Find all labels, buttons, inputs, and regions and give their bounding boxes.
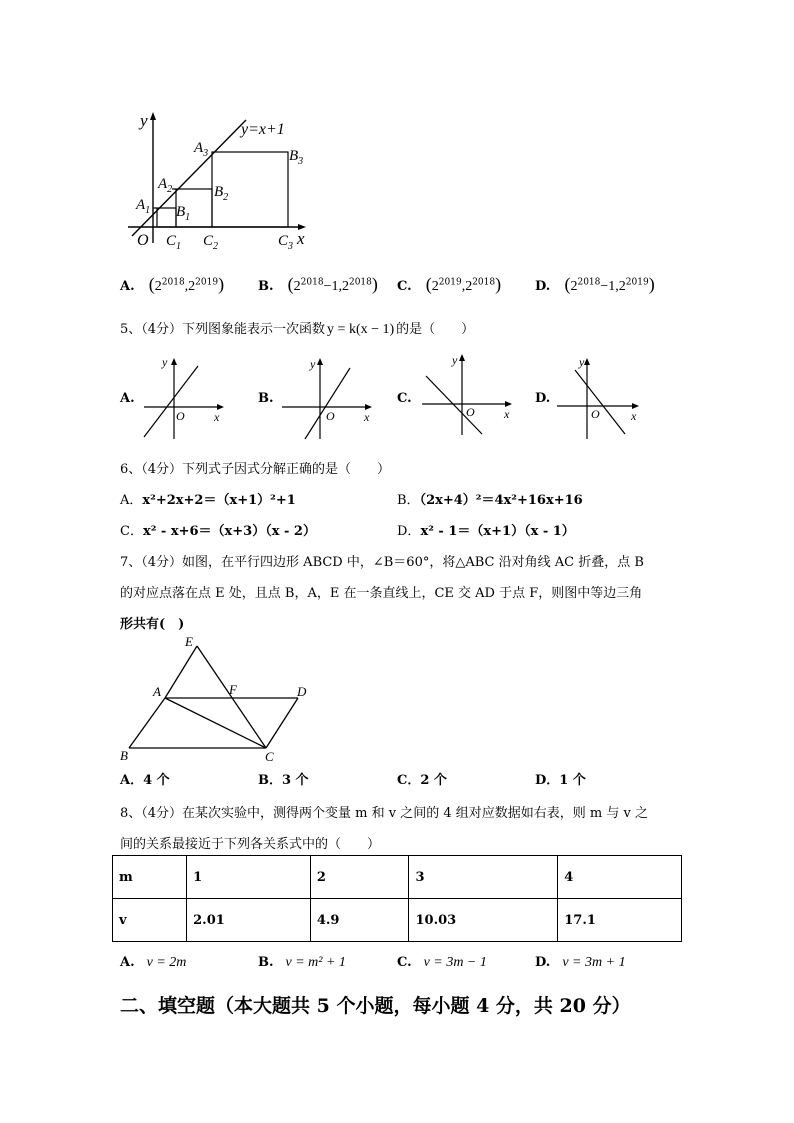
label-b1: $B_1$ (176, 204, 191, 223)
origin-label: O (176, 409, 185, 423)
axis-y-arrow (459, 354, 465, 361)
axis-x-label: x (631, 409, 637, 423)
table-cell: 4.9 (310, 899, 409, 942)
q7-stem-line2: 的对应点落在点 E 处，且点 B，A，E 在一条直线上，CE 交 AD 于点 F，则图中等边三角 (120, 586, 643, 601)
axis-x-label: x (504, 407, 510, 421)
origin-label: O (326, 409, 335, 423)
q7-option-a[interactable]: A．4 个 (120, 773, 170, 788)
label-d: D (297, 684, 307, 699)
q7-stem-line1: 7、（4分）如图，在平行四边形 ABCD 中，∠B＝60°，将△ABC 沿对角线 AC 折叠，点 B (120, 555, 644, 570)
graph-line (305, 368, 350, 439)
axis-y-arrow (317, 358, 323, 365)
q5-graph-c[interactable] (420, 348, 520, 438)
table-cell: 1 (187, 856, 311, 899)
q4-option-a[interactable]: A. $(2^{2018},2^{2019})$ (120, 274, 225, 294)
segment-ec (197, 646, 266, 748)
table-cell: 2 (310, 856, 409, 899)
label-c3: $C_3$ (278, 233, 294, 250)
y-axis-arrow (150, 112, 156, 120)
q5-option-b-label[interactable]: B. (258, 391, 274, 406)
label-a1: $A_1$ (136, 197, 151, 216)
q5-option-a-label[interactable]: A. (120, 391, 135, 406)
label-c1: $C_1$ (166, 233, 182, 250)
q6-option-d[interactable]: D．x² - 1＝（x+1）（x - 1） (397, 524, 575, 539)
q8-stem-line1: 8、（4分）在某次实验中，测得两个变量 m 和 v 之间的 4 组对应数据如右表，则 m 与 v 之 (120, 806, 648, 821)
segment-ae (165, 646, 197, 698)
q7-stem-line3: 形共有( ) (120, 617, 185, 632)
origin-label: O (466, 405, 475, 419)
label-c: C (265, 749, 274, 764)
label-line: y=x+1 (241, 121, 285, 138)
table-cell: v (113, 899, 187, 942)
table-cell: m (113, 856, 187, 899)
segment-ac (165, 698, 266, 748)
graph-line (144, 366, 198, 437)
q6-option-a[interactable]: A．x²+2x+2＝（x+1）²+1 (120, 493, 296, 508)
label-a: A (153, 684, 161, 699)
axis-y-label: y (452, 353, 458, 367)
table-cell: 10.03 (409, 899, 558, 942)
square-1 (157, 208, 176, 227)
axis-x-label: x (364, 410, 370, 424)
label-a2: $A_2$ (158, 176, 173, 195)
label-c2: $C_2$ (203, 233, 219, 250)
axis-x-label: x (214, 410, 220, 424)
label-f: F (229, 682, 237, 697)
q5-option-c-label[interactable]: C. (397, 391, 412, 406)
axis-y-arrow (171, 358, 177, 365)
q8-option-d[interactable]: D. v = 3m + 1 (535, 955, 626, 970)
q5-option-d-label[interactable]: D. (535, 391, 551, 406)
q7-option-c[interactable]: C．2 个 (397, 773, 447, 788)
q8-option-a[interactable]: A. v = 2m (120, 955, 187, 970)
table-row (113, 856, 682, 899)
q4-option-c[interactable]: C. $(2^{2019},2^{2018})$ (397, 274, 502, 294)
label-x: x (297, 229, 305, 248)
axis-y-label: y (162, 355, 168, 369)
segment-dc (266, 698, 298, 748)
label-origin: O (137, 232, 149, 249)
origin-label: O (591, 407, 600, 421)
q5-graph-b[interactable] (280, 352, 380, 442)
q6-option-c[interactable]: C．x² - x+6＝（x+3）（x - 2） (120, 524, 316, 539)
table-cell: 3 (409, 856, 558, 899)
axis-y-arrow (584, 358, 590, 365)
q6-stem: 6、（4分）下列式子因式分解正确的是（ ） (120, 462, 391, 477)
q6-option-b[interactable]: B．（2x+4）²＝4x²+16x+16 (397, 493, 583, 508)
graph-line (575, 370, 625, 434)
label-y: y (140, 111, 148, 130)
table-cell: 2.01 (187, 899, 311, 942)
section-title: 二、填空题（本大题共 5 个小题，每小题 4 分，共 20 分） (120, 995, 631, 1017)
q7-option-b[interactable]: B．3 个 (258, 773, 309, 788)
q8-option-c[interactable]: C. v = 3m − 1 (397, 955, 487, 970)
label-a3: $A_3$ (194, 140, 209, 159)
q8-data-table (112, 855, 682, 942)
axis-y-label: y (579, 355, 585, 369)
label-e: E (185, 634, 193, 649)
q8-option-b[interactable]: B. v = m² + 1 (258, 955, 346, 970)
square-3 (212, 152, 288, 227)
q5-graph-a[interactable] (140, 352, 230, 442)
label-b3: $B_3$ (289, 148, 304, 167)
q4-option-d[interactable]: D. $(2^{2018}-1,2^{2019})$ (535, 274, 655, 294)
q8-stem-line2: 间的关系最接近于下列各关系式中的（ ） (120, 837, 381, 852)
table-row (113, 899, 682, 942)
segment-bd (129, 698, 165, 748)
figure-staircase (120, 108, 320, 250)
axis-y-label: y (310, 357, 316, 371)
q5-graph-d[interactable] (555, 352, 655, 442)
q5-stem: 5、（4分）下列图象能表示一次函数 y = k(x − 1) 的是（ ） (120, 322, 475, 337)
label-b2: $B_2$ (214, 184, 229, 203)
label-b: B (120, 748, 128, 763)
table-cell: 4 (558, 856, 682, 899)
table-cell: 17.1 (558, 899, 682, 942)
figure-parallelogram (115, 632, 320, 764)
q7-option-d[interactable]: D．1 个 (535, 773, 586, 788)
q4-option-b[interactable]: B. $(2^{2018}-1,2^{2018})$ (258, 274, 378, 294)
